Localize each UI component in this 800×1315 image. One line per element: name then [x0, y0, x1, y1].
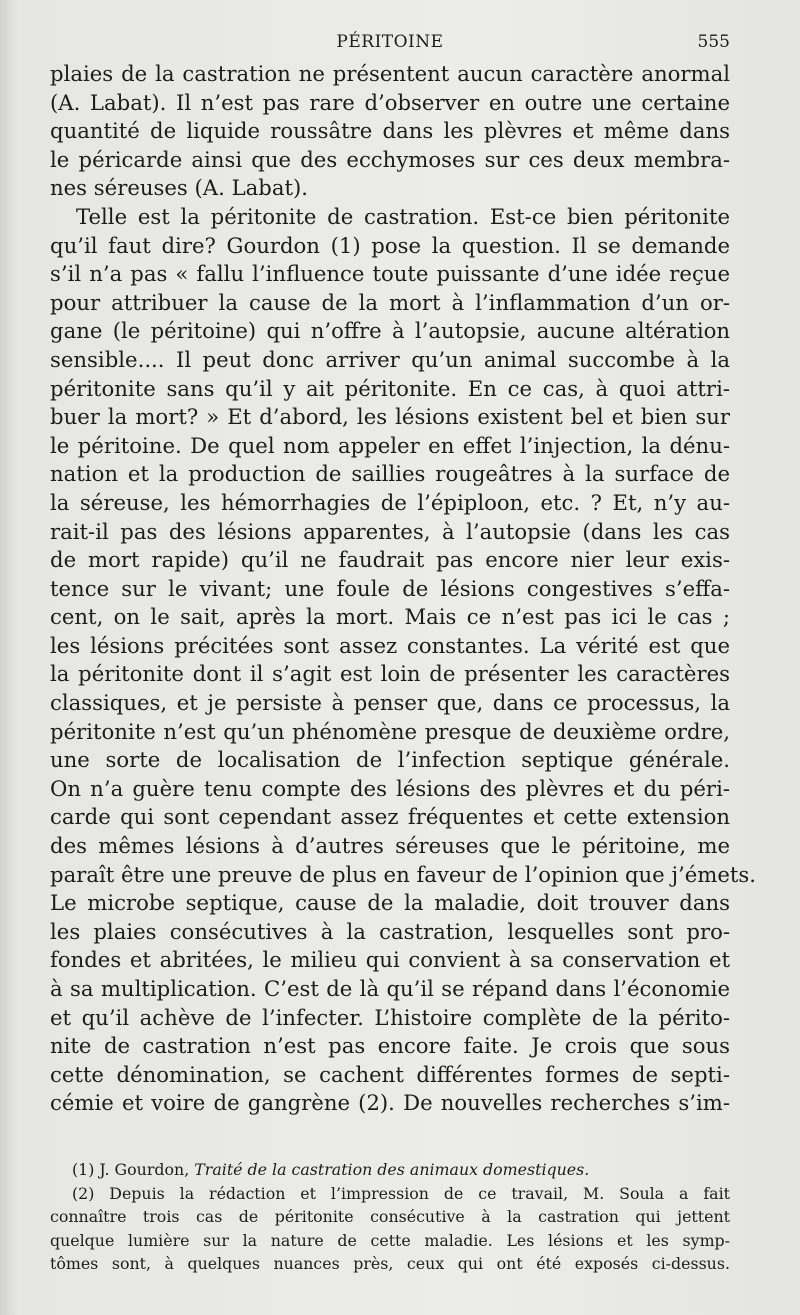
text-line: buer la mort? » Et d’abord, les lésions existent bel et bien sur: [50, 404, 730, 430]
text-line: une sorte de localisation de l’infection septique générale.: [50, 747, 730, 773]
text-line: péritonite n’est qu’un phénomène presque de deuxième ordre,: [50, 718, 730, 744]
text-line: sensible.... Il peut donc arriver qu’un animal succombe à la: [50, 346, 730, 372]
footnote-1-author: (1) J. Gourdon,: [72, 1160, 190, 1179]
text-line: On n’a guère tenu compte des lésions des plèvres et du péri-: [50, 775, 730, 801]
text-line: à sa multiplication. C’est de là qu’il se répand dans l’économie: [50, 976, 730, 1001]
text-line: nite de castration n’est pas encore faite. Je crois que sous: [50, 1033, 730, 1059]
text-line: rait-il pas des lésions apparentes, à l’autopsie (dans les cas: [50, 518, 730, 544]
text-line: le péricarde ainsi que des ecchymoses sur ces deux membra-: [50, 146, 730, 172]
footnote-1-title: Traité de la castration des animaux domestiques.: [194, 1160, 590, 1179]
text-line: plaies de la castration ne présentent aucun caractère anormal: [50, 61, 730, 86]
text-line: s’il n’a pas « fallu l’influence toute puissante d’une idée reçue: [50, 261, 730, 287]
text-line: nes séreuses (A. Labat).: [50, 175, 308, 201]
footnote-2-line: (2) Depuis la rédaction et l’impression de ce travail, M. Soula a fait: [72, 1183, 730, 1203]
text-line: carde qui sont cependant assez fréquentes et cette extension: [50, 804, 730, 830]
page-header: [50, 32, 730, 56]
text-line: Le microbe septique, cause de la maladie, doit trouver dans: [50, 890, 730, 916]
footnote-1: [50, 1158, 730, 1182]
text-line: (A. Labat). Il n’est pas rare d’observer en outre une certaine: [50, 89, 730, 115]
text-line: cent, on le sait, après la mort. Mais ce n’est pas ici le cas ;: [50, 604, 730, 630]
text-line: Telle est la péritonite de castration. Est-ce bien péritonite: [76, 203, 730, 229]
text-line: le péritoine. De quel nom appeler en effet l’injection, la dénu-: [50, 432, 730, 458]
text-line: gane (le péritoine) qui n’offre à l’autopsie, aucune altération: [50, 318, 730, 344]
text-line: tence sur le vivant; une foule de lésions congestives s’effa-: [50, 575, 730, 601]
footnote-2-line: quelque lumière sur la nature de cette maladie. Les lésions et les symp-: [50, 1230, 730, 1250]
text-line: nation et la production de saillies rougeâtres à la surface de: [50, 461, 730, 487]
text-line: et qu’il achève de l’infecter. L’histoire complète de la périto-: [50, 1004, 730, 1030]
text-line: qu’il faut dire? Gourdon (1) pose la question. Il se demande: [50, 232, 730, 258]
running-title: PÉRITOINE: [336, 32, 444, 52]
text-line: fondes et abritées, le milieu qui convient à sa conservation et: [50, 947, 730, 973]
footnotes: [50, 1158, 730, 1276]
footnote-2-line: connaître trois cas de péritonite consécutive à la castration qui jettent: [50, 1207, 730, 1227]
footnote-2-line: tômes sont, à quelques nuances près, ceux qui ont été exposés ci-dessus.: [50, 1254, 730, 1274]
text-line: péritonite sans qu’il y ait péritonite. En ce cas, à quoi attri-: [50, 375, 730, 401]
text-line: les lésions précitées sont assez constantes. La vérité est que: [50, 632, 730, 658]
text-line: les plaies consécutives à la castration, lesquelles sont pro-: [50, 918, 730, 944]
text-line: la séreuse, les hémorrhagies de l’épiploon, etc. ? Et, n’y au-: [50, 489, 730, 515]
text-line: cette dénomination, se cachent différentes formes de septi-: [50, 1061, 730, 1087]
body-text: [50, 60, 757, 1118]
text-line: cémie et voire de gangrène (2). De nouvelles recherches s’im-: [50, 1090, 730, 1116]
text-line: des mêmes lésions à d’autres séreuses que le péritoine, me: [50, 833, 730, 859]
text-line: paraît être une preuve de plus en faveur de l’opinion que j’émets.: [50, 861, 757, 887]
page-number: 555: [697, 32, 730, 52]
text-line: de mort rapide) qu’il ne faudrait pas encore nier leur exis-: [50, 547, 730, 573]
text-line: classiques, et je persiste à penser que, dans ce processus, la: [50, 690, 730, 716]
text-line: pour attribuer la cause de la mort à l’inflammation d’un or-: [50, 289, 730, 315]
text-line: quantité de liquide roussâtre dans les plèvres et même dans: [50, 118, 730, 144]
text-line: la péritonite dont il s’agit est loin de présenter les caractères: [50, 661, 730, 687]
